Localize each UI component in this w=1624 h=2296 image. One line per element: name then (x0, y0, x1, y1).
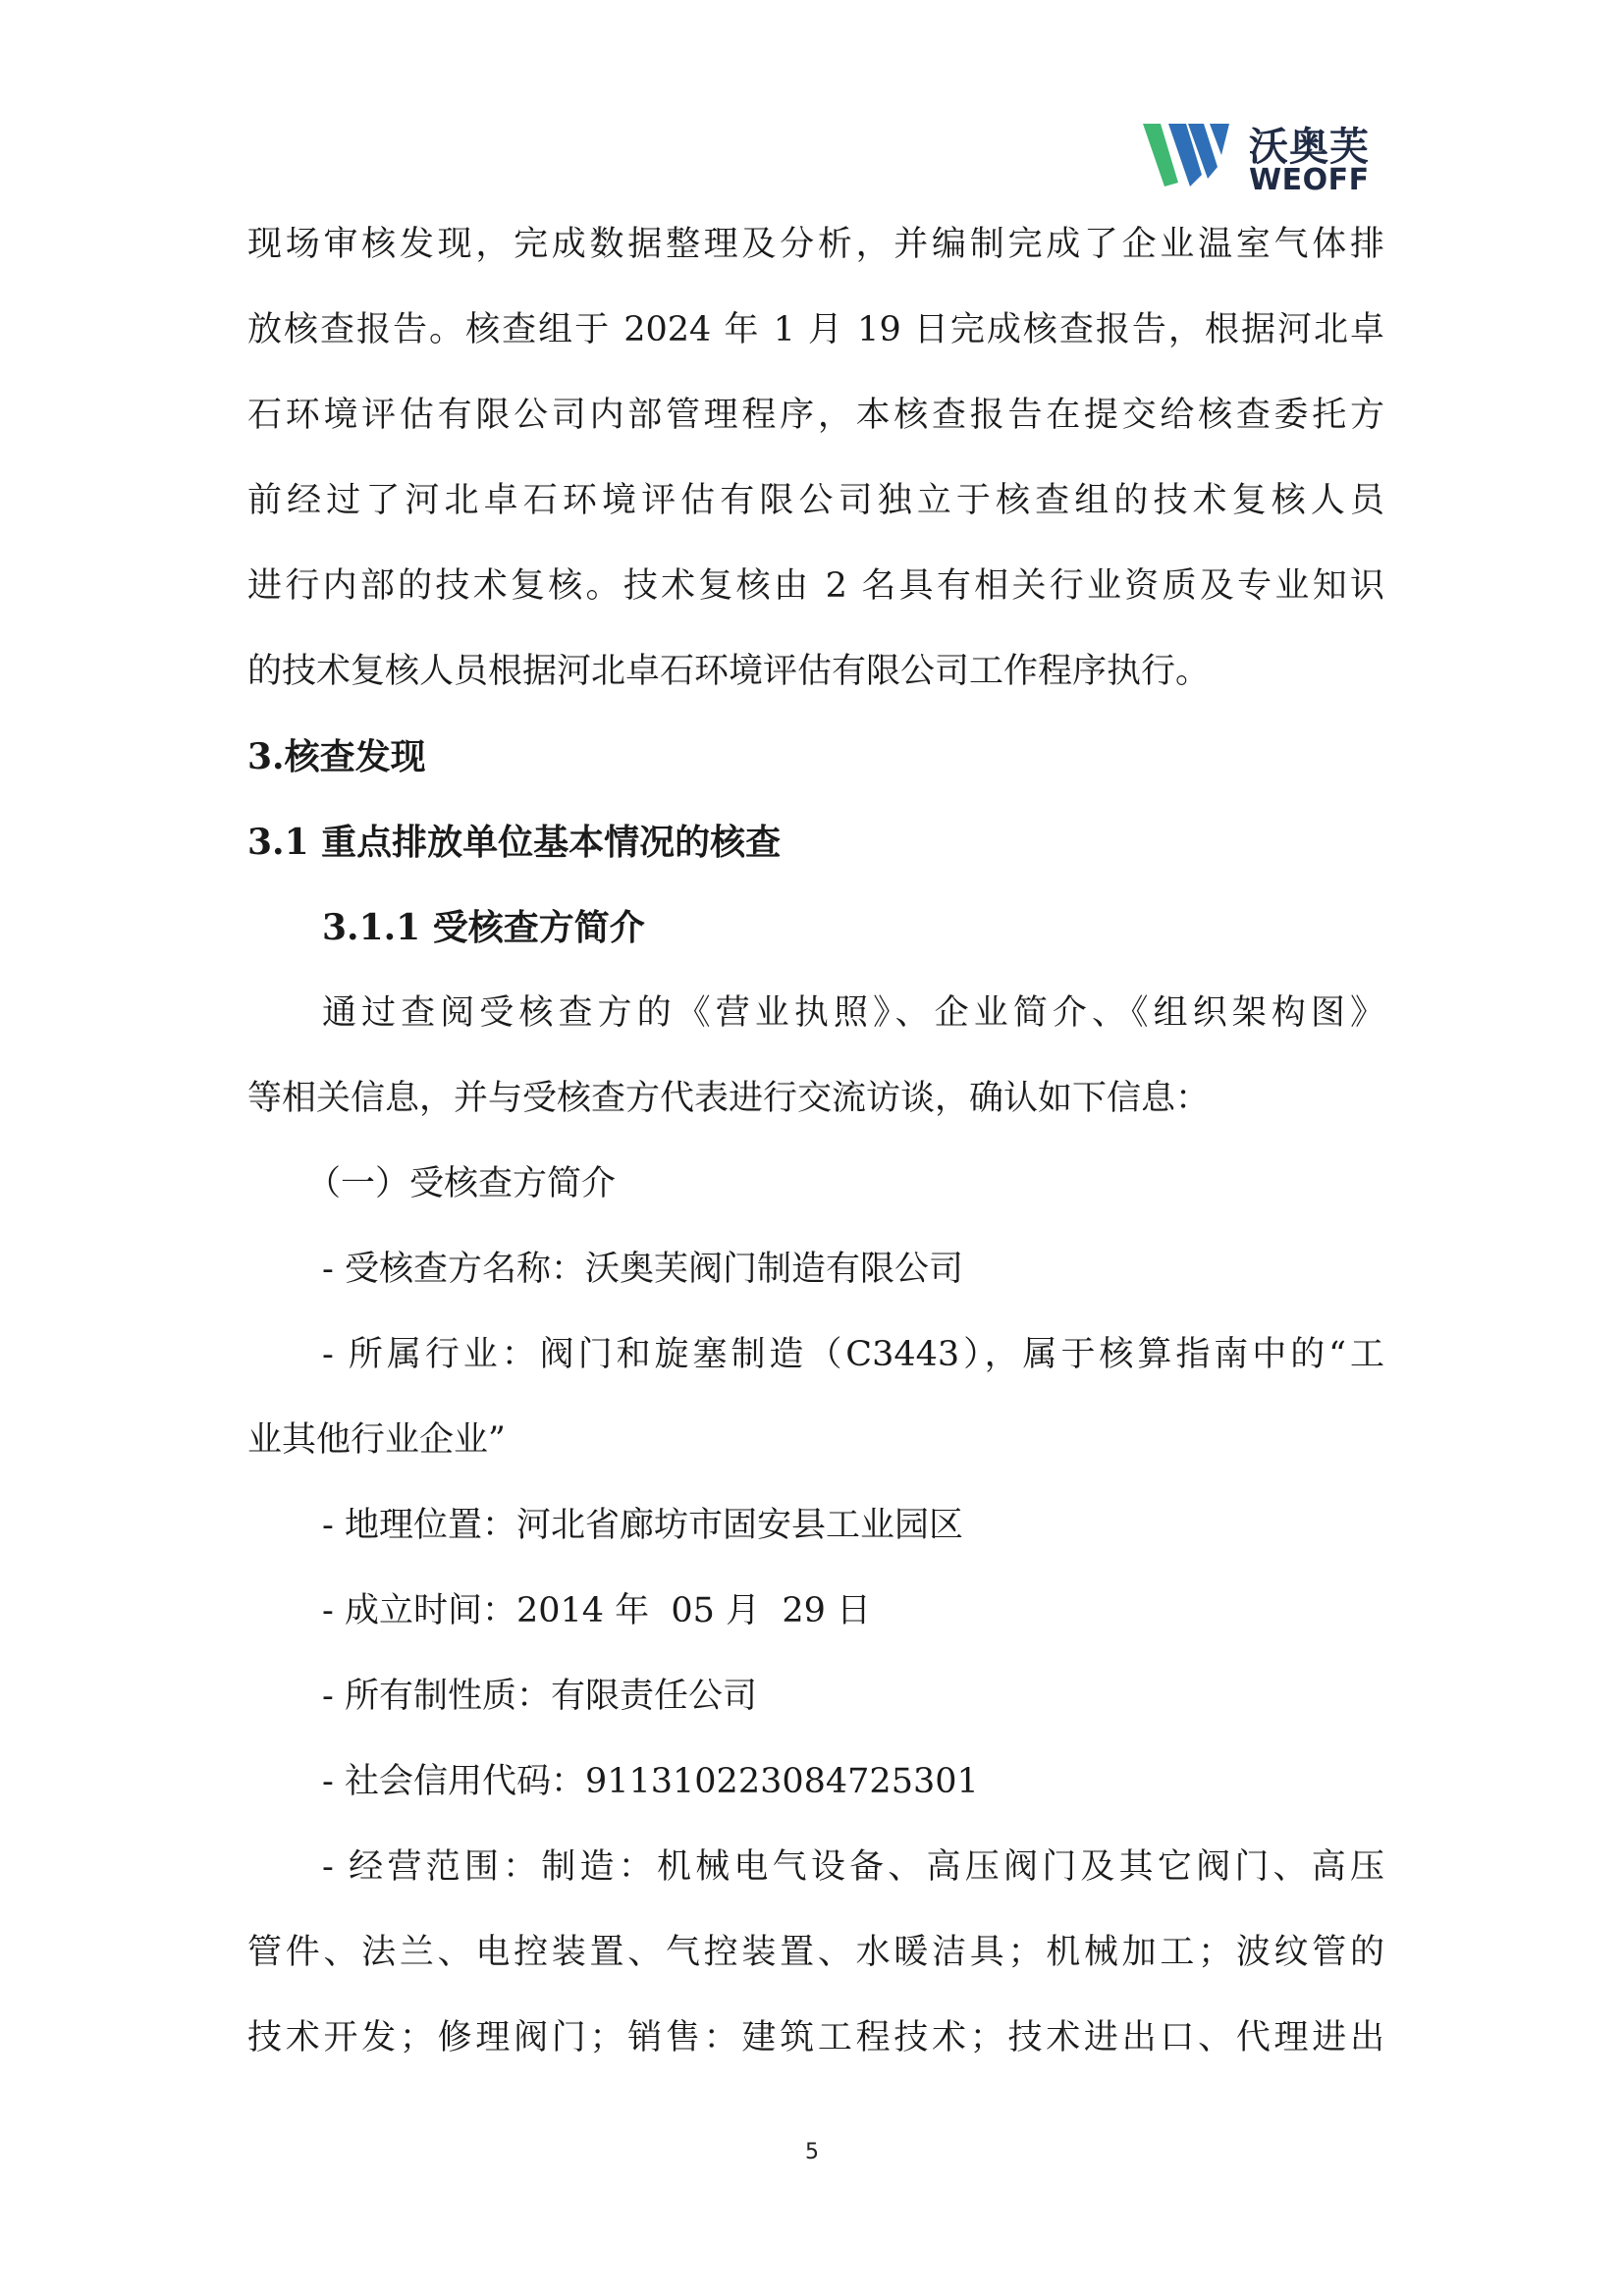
paragraph-line: 前经过了河北卓石环境评估有限公司独立于核查组的技术复核人员 (247, 481, 1384, 520)
logo-english-text: WEOFF (1249, 163, 1370, 197)
paragraph-line: 进行内部的技术复核。技术复核由 2 名具有相关行业资质及专业知识 (247, 566, 1384, 606)
document-body (247, 214, 1384, 2093)
section-heading-3-1-1: 3.1.1 受核查方简介 (322, 907, 645, 948)
company-logo (1139, 112, 1394, 202)
list-item-industry: - 所属行业：阀门和旋塞制造（C3443），属于核算指南中的“工 (322, 1335, 1384, 1374)
list-item-ownership: - 所有制性质：有限责任公司 (322, 1677, 757, 1716)
paragraph-line: 现场审核发现，完成数据整理及分析，并编制完成了企业温室气体排 (247, 225, 1384, 264)
paragraph-line: 等相关信息，并与受核查方代表进行交流访谈，确认如下信息： (247, 1079, 1211, 1118)
paragraph-line: 的技术复核人员根据河北卓石环境评估有限公司工作程序执行。 (247, 652, 1211, 691)
list-item-industry-cont: 业其他行业企业” (247, 1420, 506, 1460)
list-item-company-name: - 受核查方名称：沃奥芙阀门制造有限公司 (322, 1250, 963, 1289)
paragraph-line: 通过查阅受核查方的《营业执照》、企业简介、《组织架构图》 (322, 993, 1384, 1033)
list-item-business-scope-cont: 技术开发；修理阀门；销售：建筑工程技术；技术进出口、代理进出 (247, 2018, 1384, 2057)
page-number: 5 (805, 2140, 819, 2164)
list-item-business-scope: - 经营范围：制造：机械电气设备、高压阀门及其它阀门、高压 (322, 1847, 1384, 1887)
section-heading-3-1: 3.1 重点排放单位基本情况的核查 (247, 822, 782, 863)
list-item-credit-code: - 社会信用代码：911310223084725301 (322, 1762, 979, 1801)
list-item-location: - 地理位置：河北省廊坊市固安县工业园区 (322, 1506, 963, 1545)
weoff-logo-icon (1139, 118, 1237, 190)
logo-chinese-text: 沃奥芙 (1249, 125, 1370, 170)
paragraph-line: 石环境评估有限公司内部管理程序，本核查报告在提交给核查委托方 (247, 396, 1384, 435)
section-heading-3: 3.核查发现 (247, 736, 426, 777)
subheading: （一）受核查方简介 (306, 1164, 617, 1203)
list-item-business-scope-cont: 管件、法兰、电控装置、气控装置、水暖洁具；机械加工；波纹管的 (247, 1933, 1384, 1972)
list-item-founded: - 成立时间：2014 年 05 月 29 日 (322, 1591, 871, 1630)
paragraph-line: 放核查报告。核查组于 2024 年 1 月 19 日完成核查报告，根据河北卓 (247, 310, 1384, 349)
